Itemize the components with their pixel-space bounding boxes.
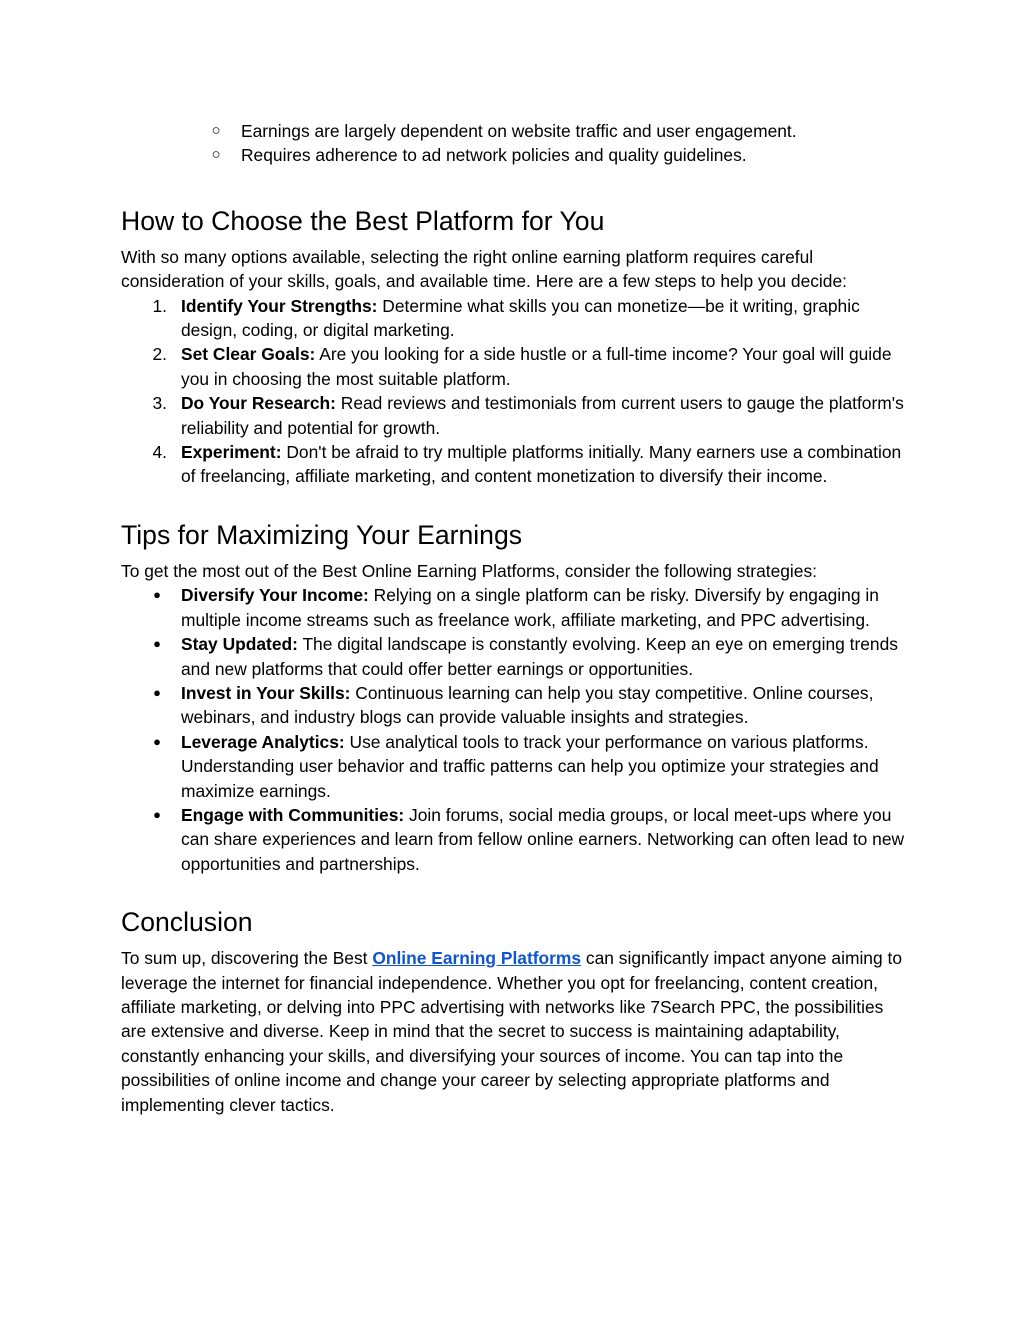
list-item — [121, 803, 911, 876]
list-item — [121, 681, 911, 730]
tip-title: Invest in Your Skills: — [181, 682, 351, 703]
tip-title: Diversify Your Income: — [181, 585, 369, 606]
step-title: Set Clear Goals: — [181, 344, 316, 365]
conclusion-paragraph — [121, 946, 911, 1117]
list-number: 4. — [152, 442, 167, 463]
bullet-icon: ● — [153, 806, 161, 822]
list-item — [121, 294, 911, 343]
list-item — [121, 342, 911, 391]
conclusion-text-after: can significantly impact anyone aiming to leverage the internet for financial independence. Whether you opt for freelancing, content creation, affiliate marketing, or delving into PPC advertising with networks like 7Search PPC, the possibilities are extensive and diverse. Keep in mind that the secret to success is maintaining adaptability, constantly enhancing your skills, and diversifying your sources of income. You can tap into the possibilities of online income and change your career by selecting appropriate platforms and implementing clever tactics. — [121, 948, 902, 1115]
tip-title: Stay Updated: — [181, 634, 298, 655]
list-item — [121, 583, 911, 632]
sub-bullet-list — [121, 119, 911, 168]
conclusion-text-before: To sum up, discovering the Best — [121, 948, 373, 969]
section-heading-choose: How to Choose the Best Platform for You — [121, 205, 605, 236]
list-item — [121, 119, 911, 143]
list-item-text: Requires adherence to ad network policies and quality guidelines. — [241, 145, 747, 166]
section-intro-choose: With so many options available, selecting the right online earning platform requires careful consideration of your skills, goals, and available time. Here are a few steps to help you decide: — [121, 246, 847, 292]
tip-text: Relying on a single platform can be risky. Diversify by engaging in multiple income streams such as freelance work, affiliate marketing, and PPC advertising. — [181, 585, 879, 630]
list-item — [121, 730, 911, 803]
document-content — [121, 119, 911, 1117]
bullet-icon: ● — [153, 587, 161, 603]
step-text: Don't be afraid to try multiple platforms initially. Many earners use a combination of freelancing, affiliate marketing, and content monetization to diversify their income. — [181, 442, 902, 487]
list-item-text: Earnings are largely dependent on website traffic and user engagement. — [241, 121, 797, 141]
step-text: Determine what skills you can monetize—be it writing, graphic design, coding, or digital marketing. — [181, 295, 860, 341]
step-title: Identify Your Strengths: — [181, 295, 378, 316]
tip-text: Join forums, social media groups, or local meet-ups where you can share experiences and learn from fellow online earners. Networking can often lead to new opportunities and partnerships. — [181, 804, 905, 874]
bullet-icon: ● — [153, 636, 161, 652]
list-number: 2. — [152, 344, 167, 365]
section-heading-tips: Tips for Maximizing Your Earnings — [121, 519, 523, 550]
tip-text: The digital landscape is constantly evolving. Keep an eye on emerging trends and new platforms that could offer better earnings or opportunities. — [181, 634, 898, 679]
section-intro-tips: To get the most out of the Best Online Earning Platforms, consider the following strategies: — [121, 560, 817, 581]
list-number: 3. — [152, 393, 167, 414]
list-item — [121, 440, 911, 489]
tip-title: Engage with Communities: — [181, 804, 405, 825]
step-text: Read reviews and testimonials from current users to gauge the platform's reliability and potential for growth. — [181, 393, 904, 438]
hollow-circle-icon: ○ — [211, 122, 221, 139]
list-item — [121, 391, 911, 440]
step-title: Do Your Research: — [181, 393, 336, 414]
online-earning-platforms-link[interactable]: Online Earning Platforms — [372, 948, 582, 969]
tips-bullet-list — [121, 583, 911, 876]
tip-text: Use analytical tools to track your performance on various platforms. Understanding user behavior and traffic patterns can help you optimize your strategies and maximize earnings. — [181, 731, 879, 801]
list-number: 1. — [152, 295, 167, 316]
hollow-circle-icon: ○ — [211, 146, 221, 164]
tip-text: Continuous learning can help you stay competitive. Online courses, webinars, and industry blogs can provide valuable insights and strategies. — [181, 682, 874, 728]
list-item — [121, 143, 911, 167]
tip-title: Leverage Analytics: — [181, 731, 345, 752]
bullet-icon: ● — [153, 684, 161, 700]
section-heading-conclusion: Conclusion — [121, 907, 253, 938]
step-text: Are you looking for a side hustle or a full-time income? Your goal will guide you in choosing the most suitable platform. — [181, 344, 892, 389]
step-title: Experiment: — [181, 442, 282, 463]
list-item — [121, 632, 911, 681]
numbered-steps-list — [121, 294, 911, 489]
bullet-icon: ● — [153, 733, 161, 749]
